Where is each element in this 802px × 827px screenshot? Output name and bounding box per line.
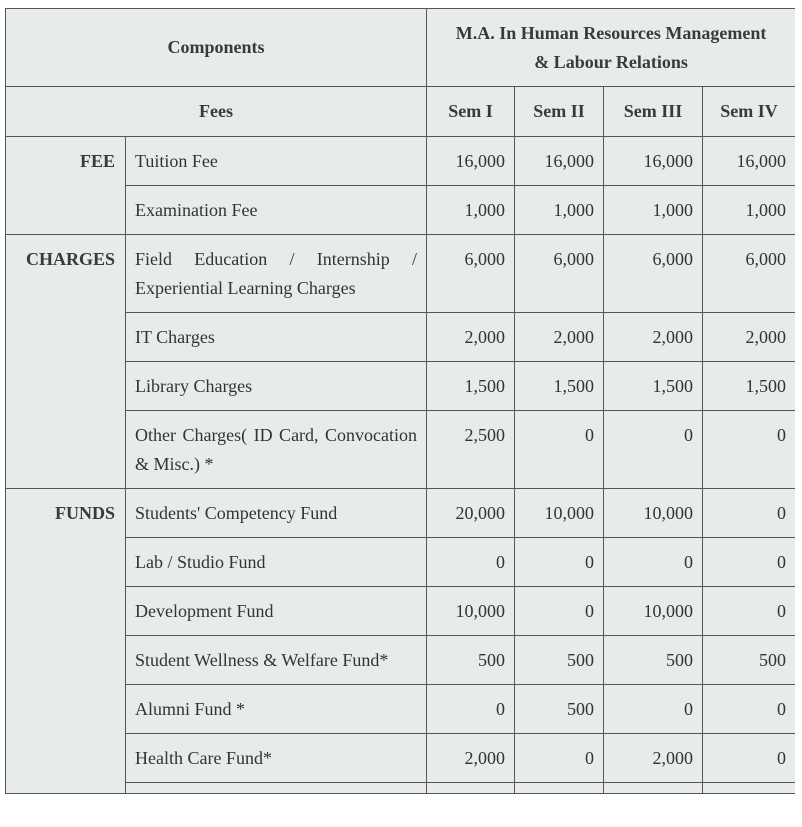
sem-3-header: Sem III: [604, 87, 703, 137]
value-cell: 1,000: [515, 186, 604, 235]
value-cell: 0: [427, 538, 515, 587]
value-cell: 1,000: [427, 186, 515, 235]
value-cell: 0: [515, 587, 604, 636]
row-label: Field Education / Internship / Experiential Learning Charges: [126, 235, 427, 313]
fee-table-container: [5, 8, 795, 827]
value-cell: 2,500: [427, 411, 515, 489]
value-cell: 0: [604, 685, 703, 734]
sem-1-header: Sem I: [427, 87, 515, 137]
table-row: [6, 489, 796, 538]
row-label: Other Charges( ID Card, Convocation & Misc.) *: [126, 411, 427, 489]
value-cell: 10,000: [604, 587, 703, 636]
value-cell: 0: [515, 411, 604, 489]
row-label: Development Fund: [126, 587, 427, 636]
value-cell: 0: [703, 411, 795, 489]
value-cell: 500: [604, 636, 703, 685]
program-header: [427, 9, 795, 87]
value-cell: 2,000: [427, 313, 515, 362]
sem-4-header: Sem IV: [703, 87, 795, 137]
row-label: Lab / Studio Fund: [126, 538, 427, 587]
row-label: Students' Competency Fund: [126, 489, 427, 538]
value-cell: 10,000: [515, 489, 604, 538]
group-label-fee: FEE: [6, 137, 126, 235]
components-header: Components: [6, 9, 427, 87]
header-row-program: [6, 9, 796, 87]
value-cell: 1,500: [427, 362, 515, 411]
value-cell: 0: [703, 734, 795, 783]
empty-cell: [604, 783, 703, 794]
value-cell: 16,000: [427, 137, 515, 186]
value-cell: 6,000: [427, 235, 515, 313]
value-cell: 2,000: [703, 313, 795, 362]
row-label: Alumni Fund *: [126, 685, 427, 734]
empty-cell: [427, 783, 515, 794]
value-cell: 2,000: [604, 313, 703, 362]
empty-cell: [703, 783, 795, 794]
value-cell: 6,000: [604, 235, 703, 313]
row-label: IT Charges: [126, 313, 427, 362]
value-cell: 1,500: [515, 362, 604, 411]
empty-cell: [515, 783, 604, 794]
row-label: Health Care Fund*: [126, 734, 427, 783]
value-cell: 0: [604, 411, 703, 489]
value-cell: 6,000: [515, 235, 604, 313]
value-cell: 16,000: [604, 137, 703, 186]
value-cell: 1,000: [604, 186, 703, 235]
fee-structure-table: [5, 8, 795, 794]
value-cell: 500: [515, 636, 604, 685]
value-cell: 1,500: [604, 362, 703, 411]
header-row-semesters: [6, 87, 796, 137]
value-cell: 0: [604, 538, 703, 587]
value-cell: 10,000: [427, 587, 515, 636]
value-cell: 0: [703, 538, 795, 587]
fees-header: Fees: [6, 87, 427, 137]
value-cell: 500: [427, 636, 515, 685]
table-row: [6, 235, 796, 313]
row-label: Examination Fee: [126, 186, 427, 235]
value-cell: 10,000: [604, 489, 703, 538]
value-cell: 500: [703, 636, 795, 685]
value-cell: 16,000: [515, 137, 604, 186]
value-cell: 6,000: [703, 235, 795, 313]
program-title-line1: M.A. In Human Resources Management: [455, 22, 767, 43]
value-cell: 16,000: [703, 137, 795, 186]
group-label-charges: CHARGES: [6, 235, 126, 489]
group-label-funds: FUNDS: [6, 489, 126, 794]
value-cell: 1,000: [703, 186, 795, 235]
program-title-line2: & Labour Relations: [534, 51, 688, 72]
value-cell: 0: [427, 685, 515, 734]
value-cell: 20,000: [427, 489, 515, 538]
value-cell: 0: [703, 587, 795, 636]
value-cell: 0: [515, 734, 604, 783]
row-label: Tuition Fee: [126, 137, 427, 186]
value-cell: 1,500: [703, 362, 795, 411]
value-cell: 0: [703, 685, 795, 734]
row-label: Student Wellness & Welfare Fund*: [126, 636, 427, 685]
table-row: [6, 137, 796, 186]
value-cell: 2,000: [515, 313, 604, 362]
empty-cell: [126, 783, 427, 794]
row-label: Library Charges: [126, 362, 427, 411]
sem-2-header: Sem II: [515, 87, 604, 137]
value-cell: 500: [515, 685, 604, 734]
value-cell: 2,000: [427, 734, 515, 783]
value-cell: 0: [515, 538, 604, 587]
value-cell: 0: [703, 489, 795, 538]
value-cell: 2,000: [604, 734, 703, 783]
